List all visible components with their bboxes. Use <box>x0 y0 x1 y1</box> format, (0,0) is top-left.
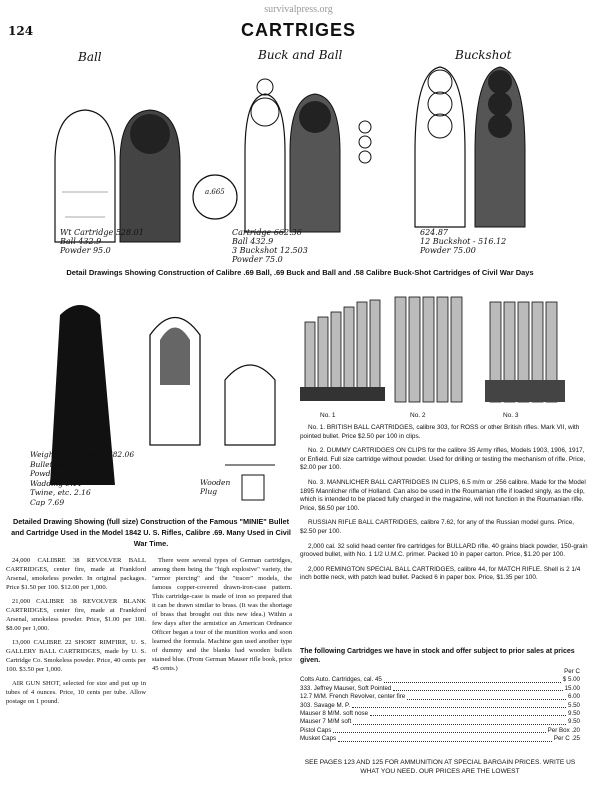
price-row: 303. Savage M. P. 5.50 <box>300 701 580 709</box>
left-column <box>6 556 146 711</box>
buckshot-notes: 624.87 12 Buckshot - 516.12 Powder 75.00 <box>420 228 507 255</box>
label-ball: Ball <box>78 50 102 64</box>
right-item: 2,000 REMINGTON SPECIAL BALL CARTRIDGES, calibre 44, for MATCH RIFLE. Shell is 2 1/4 inch bottle neck, with patch lead bullet. Packed 6 in paper box. Price, $1.35 per 100. <box>300 565 581 582</box>
price-row: Colts Auto. Cartridges, cal. 45 $ 5.00 <box>300 676 580 684</box>
buck-and-ball-drawing <box>245 79 371 232</box>
price-list <box>300 668 580 744</box>
price-row: Mauser 8 M/M. soft nose 9.50 <box>300 710 580 718</box>
label-buck-and-ball: Buck and Ball <box>258 48 343 62</box>
right-item: No. 3. MANNLICHER BALL CARTRIDGES IN CLIPS, 6.5 m/m or .256 calibre. Made for the Model 1895 Mannlicher rifle of Holland. Can also be used in the Roumanian rifle if loaded singly, as the clip, which is intended to be placed fully charged in the magazine, will not function in the Roumanian rifle. Price, $6.50 per 100. <box>300 478 586 512</box>
clip-label-3: No. 3 <box>503 412 519 419</box>
price-row: Mauser 7 M/M soft 9.50 <box>300 718 580 726</box>
ball-mark: a.665 <box>205 188 225 196</box>
price-row: Pistol Caps Per Box .20 <box>300 726 580 734</box>
watermark: survivalpress.org <box>264 4 333 15</box>
ball-cartridge-drawing <box>55 110 237 242</box>
middle-item: There were several types of German cartridges, among them being the "high explosive" variety, the "armor piercing" and the "tracer" models, the famous copper-covered drawn-iron-case pattern. This cartridge-case is made of iron so prepared that it can be drawn similar to brass. (It was the shortage of brass that brought out this new idea.) Within a few days after the armistice an American Ordnance Officer began a tour of the munition works and soon learned the formula. Machine gun used another type of dummy and the blanks had wooden bullets stained blue. (From German Mauser rifle book, price 45 cents.) <box>152 557 292 672</box>
buck-notes: Cartridge 662.36 Ball 432.9 3 Buckshot 12.503 Powder 75.0 <box>232 228 308 264</box>
price-row: 333. Jeffrey Mauser, Soft Pointed 15.00 <box>300 684 580 692</box>
clips-figure <box>300 292 580 410</box>
minie-caption: Detailed Drawing Showing (full size) Construction of the Famous "MINIE" Bullet and Cartridge Used in the Model 1842 U. S. Rifles, Calibre .69. Many Used in Civil War Time. <box>11 517 291 548</box>
stock-heading: The following Cartridges we have in stock and offer subject to prior sales at prices given. <box>300 648 575 664</box>
right-item: 2,000 cal. 32 solid head center fire cartridges for BULLARD rifle. 40 grains black powder, 150-grain grooved bullet, with No. 1 1/2 U.M.C. primer. Packed 10 in paper carton. Price, $1.20 per 100. <box>300 542 588 559</box>
footer-note: SEE PAGES 123 AND 125 FOR AMMUNITION AT SPECIAL BARGAIN PRICES. WRITE US WHAT YOU NEED. OUR PRICES ARE THE LOWEST <box>304 759 576 775</box>
minie-notes: Weight of Cartridge 682.06 Bullet (lead) 586.37 Powder 47.36 Wadding 9.11 Twine, etc. 2.16 Cap 7.69 <box>30 450 135 507</box>
ball-notes: Wt Cartridge 528.01 Ball 432.9 Powder 95.0 <box>60 228 144 255</box>
page-title: CARTRIGES <box>240 20 356 40</box>
top-figure-caption: Detail Drawings Showing Construction of Calibre .69 Ball, .69 Buck and Ball and .58 Calibre Buck-Shot Cartridges of Civil War Days <box>66 268 534 277</box>
right-item: RUSSIAN RIFLE BALL CARTRIDGES, calibre 7.62, for any of the Russian model guns. Price, $2.50 per 100. <box>300 519 575 535</box>
left-item: 13,000 CALIBRE 22 SHORT RIMFIRE, U. S. GALLERY BALL CARTRIDGES, made by U. S. Cartridge Co. Smokeless powder. Price, 40 cents per 100. $3.50 per 1,000. <box>6 639 146 673</box>
right-column <box>300 424 590 589</box>
clip-label-2: No. 2 <box>410 412 426 419</box>
clips-drawing <box>300 292 580 410</box>
buckshot-drawing <box>415 67 525 227</box>
price-header: Per C <box>564 668 580 675</box>
middle-column <box>152 556 292 678</box>
clip-label-1: No. 1 <box>320 412 336 419</box>
left-item: AIR GUN SHOT, selected for size and put up in tubes of 4 ounces. Price, 10 cents per tube. Allow postage on 1 pound. <box>6 680 146 705</box>
right-item: No. 2. DUMMY CARTRIDGES ON CLIPS for the calibre 35 Army rifles, Models 1903, 1906, 1917, or Enfield. Full size cartridge without powder. Used for drilling or testing the mechanism of rifle. Price, $2.00 per 100. <box>300 447 586 472</box>
right-item: No. 1. BRITISH BALL CARTRIDGES, calibre 303, for ROSS or other British rifles. Mark VII, with pointed bullet. Price $2.50 per 100 in clips. <box>300 424 580 440</box>
left-item: 24,000 CALIBRE 38 REVOLVER BALL CARTRIDGES, center fire, made at Frankford Arsenal, smokeless powder. In original packages. Price $1.50 per 100. $12.00 per 1,000. <box>6 557 146 591</box>
price-row: 12.7 M/M. French Revolver, center fire 6.00 <box>300 693 580 701</box>
left-item: 21,000 CALIBRE 38 REVOLVER BLANK CARTRIDGES, center fire, made at Frankford Arsenal, smokeless powder. Price, $1.00 per 100. $8.00 per 1,000. <box>6 598 146 632</box>
page-number: 124 <box>8 24 34 38</box>
price-row: Musket Caps Per C .25 <box>300 735 580 743</box>
label-buckshot: Buckshot <box>455 48 512 62</box>
wooden-plug-label: Wooden Plug <box>200 478 231 496</box>
